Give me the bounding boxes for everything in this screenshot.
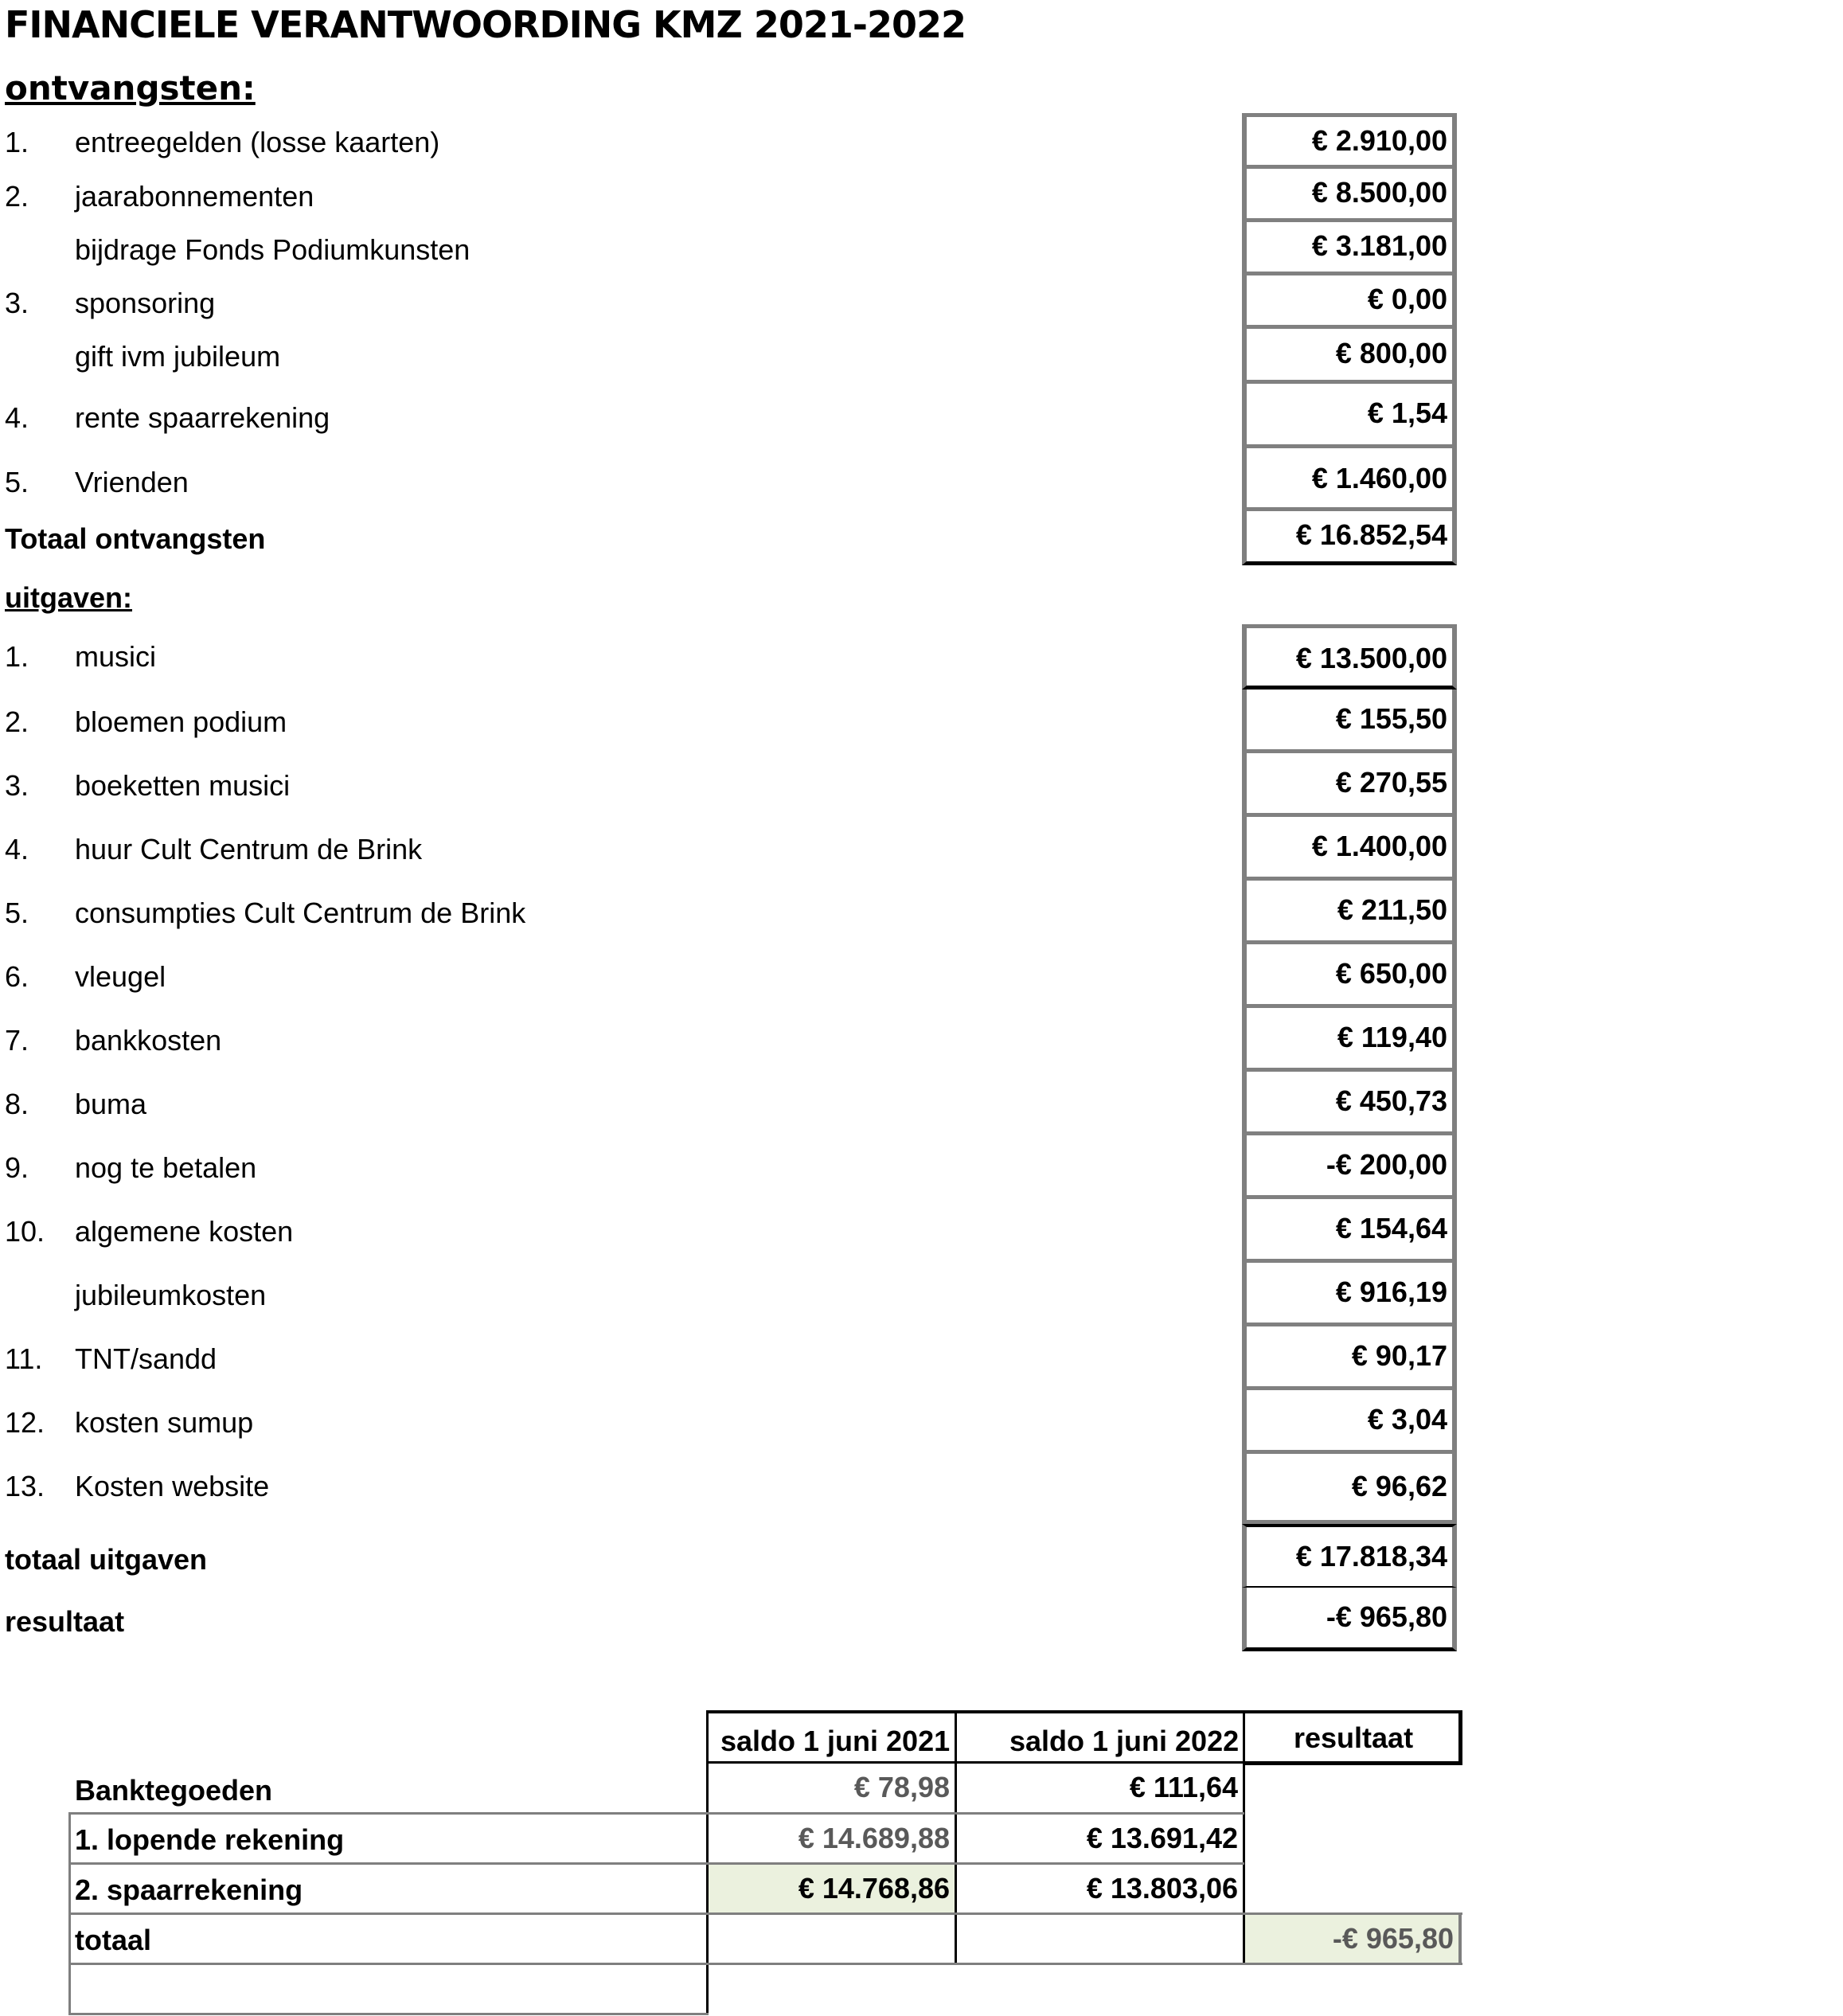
- income-amount: € 2.910,00: [1242, 113, 1457, 169]
- expense-row: [0, 1454, 1465, 1524]
- result-label: resultaat: [5, 1605, 125, 1638]
- bank-row-2021: € 14.689,88: [798, 1822, 950, 1854]
- income-amount: € 800,00: [1242, 329, 1457, 384]
- expense-amount: € 155,50: [1242, 690, 1457, 753]
- expense-num: 1.: [5, 640, 29, 673]
- expenses-total-amount: € 17.818,34: [1242, 1524, 1457, 1588]
- income-label: sponsoring: [75, 287, 216, 319]
- income-total-row: [0, 511, 1465, 565]
- expense-label: buma: [75, 1088, 147, 1120]
- expense-amount: € 96,62: [1242, 1454, 1457, 1524]
- income-row: [0, 448, 1465, 511]
- bank-total-result: -€ 965,80: [1245, 1915, 1458, 1963]
- expense-row: [0, 1135, 1465, 1199]
- expense-num: 9.: [5, 1151, 29, 1184]
- income-num: 2.: [5, 180, 29, 213]
- expense-label: nog te betalen: [75, 1151, 257, 1184]
- income-label: gift ivm jubileum: [75, 340, 281, 373]
- income-row: [0, 329, 1465, 384]
- bank-heading: Banktegoeden: [75, 1774, 273, 1807]
- expense-label: algemene kosten: [75, 1215, 294, 1248]
- expense-label: bloemen podium: [75, 705, 287, 738]
- expense-num: 4.: [5, 833, 29, 865]
- income-amount: € 8.500,00: [1242, 169, 1457, 222]
- bank-row-label: 1. lopende rekening: [75, 1823, 345, 1856]
- income-label: rente spaarrekening: [75, 401, 330, 434]
- income-total-label: Totaal ontvangsten: [5, 522, 266, 555]
- expense-num: 13.: [5, 1470, 45, 1502]
- bank-heading-2021: € 78,98: [853, 1771, 950, 1803]
- bank-total-label: totaal: [75, 1924, 152, 1956]
- income-amount: € 3.181,00: [1242, 222, 1457, 275]
- expense-amount: € 450,73: [1242, 1072, 1457, 1135]
- expense-label: kosten sumup: [75, 1406, 254, 1439]
- expense-num: 2.: [5, 705, 29, 738]
- expense-num: 12.: [5, 1406, 45, 1439]
- income-row: [0, 222, 1465, 275]
- expense-amount: € 90,17: [1242, 1326, 1457, 1390]
- expense-amount: € 119,40: [1242, 1008, 1457, 1072]
- expense-label: vleugel: [75, 960, 166, 993]
- expense-row: [0, 1390, 1465, 1454]
- expense-row: [0, 1072, 1465, 1135]
- expense-amount: € 270,55: [1242, 753, 1457, 817]
- income-row: [0, 113, 1465, 169]
- expense-row: [0, 1326, 1465, 1390]
- expense-label: Kosten website: [75, 1470, 270, 1502]
- income-row: [0, 169, 1465, 222]
- expense-amount: € 650,00: [1242, 944, 1457, 1008]
- income-label: entreegelden (losse kaarten): [75, 126, 440, 158]
- income-amount: € 0,00: [1242, 275, 1457, 329]
- income-num: 1.: [5, 126, 29, 158]
- expense-label: huur Cult Centrum de Brink: [75, 833, 423, 865]
- income-row: [0, 384, 1465, 448]
- income-label: bijdrage Fonds Podiumkunsten: [75, 233, 471, 266]
- expense-row: [0, 624, 1465, 690]
- expenses-heading: uitgaven:: [5, 581, 133, 614]
- expense-amount: € 3,04: [1242, 1390, 1457, 1454]
- income-row: [0, 275, 1465, 329]
- expense-num: 7.: [5, 1024, 29, 1057]
- bank-row-label: 2. spaarrekening: [75, 1873, 303, 1906]
- income-num: 3.: [5, 287, 29, 319]
- expense-label: musici: [75, 640, 157, 673]
- expenses-total-label: totaal uitgaven: [5, 1543, 208, 1576]
- col-header-result: resultaat: [1294, 1721, 1414, 1754]
- expense-row: [0, 1199, 1465, 1263]
- col-header-2022: saldo 1 juni 2022: [1009, 1725, 1240, 1757]
- expense-row: [0, 944, 1465, 1008]
- expense-amount: € 154,64: [1242, 1199, 1457, 1263]
- expense-row: [0, 753, 1465, 817]
- col-header-2021: saldo 1 juni 2021: [720, 1725, 951, 1757]
- income-total-amount: € 16.852,54: [1242, 511, 1457, 565]
- expense-num: 8.: [5, 1088, 29, 1120]
- expense-row: [0, 690, 1465, 753]
- income-num: 4.: [5, 401, 29, 434]
- expense-row: [0, 817, 1465, 881]
- expense-row: [0, 1263, 1465, 1326]
- income-amount: € 1.460,00: [1242, 448, 1457, 511]
- expenses-total-row: [0, 1524, 1465, 1588]
- expense-label: bankkosten: [75, 1024, 222, 1057]
- result-amount: -€ 965,80: [1242, 1588, 1457, 1651]
- income-num: 5.: [5, 466, 29, 498]
- expense-label: consumpties Cult Centrum de Brink: [75, 897, 526, 929]
- expense-amount: € 13.500,00: [1242, 624, 1457, 690]
- page-title: FINANCIELE VERANTWOORDING KMZ 2021-2022: [5, 3, 966, 46]
- expense-num: 5.: [5, 897, 29, 929]
- expense-amount: -€ 200,00: [1242, 1135, 1457, 1199]
- income-label: Vrienden: [75, 466, 189, 498]
- bank-row-2022: € 13.803,06: [1086, 1872, 1238, 1905]
- expense-amount: € 916,19: [1242, 1263, 1457, 1326]
- expense-num: 6.: [5, 960, 29, 993]
- expense-label: boeketten musici: [75, 769, 291, 802]
- bank-heading-2022: € 111,64: [1129, 1771, 1238, 1803]
- expense-num: 10.: [5, 1215, 45, 1248]
- income-label: jaarabonnementen: [75, 180, 314, 213]
- bank-row-2022: € 13.691,42: [1086, 1822, 1238, 1854]
- expense-num: 3.: [5, 769, 29, 802]
- income-heading: ontvangsten:: [5, 68, 256, 107]
- expense-amount: € 1.400,00: [1242, 817, 1457, 881]
- expense-row: [0, 1008, 1465, 1072]
- income-amount: € 1,54: [1242, 384, 1457, 448]
- result-row: [0, 1588, 1465, 1651]
- bank-row-2021: € 14.768,86: [709, 1865, 955, 1912]
- expense-label: TNT/sandd: [75, 1342, 217, 1375]
- expense-row: [0, 881, 1465, 944]
- expense-label: jubileumkosten: [75, 1279, 267, 1311]
- expense-amount: € 211,50: [1242, 881, 1457, 944]
- expense-num: 11.: [5, 1342, 43, 1375]
